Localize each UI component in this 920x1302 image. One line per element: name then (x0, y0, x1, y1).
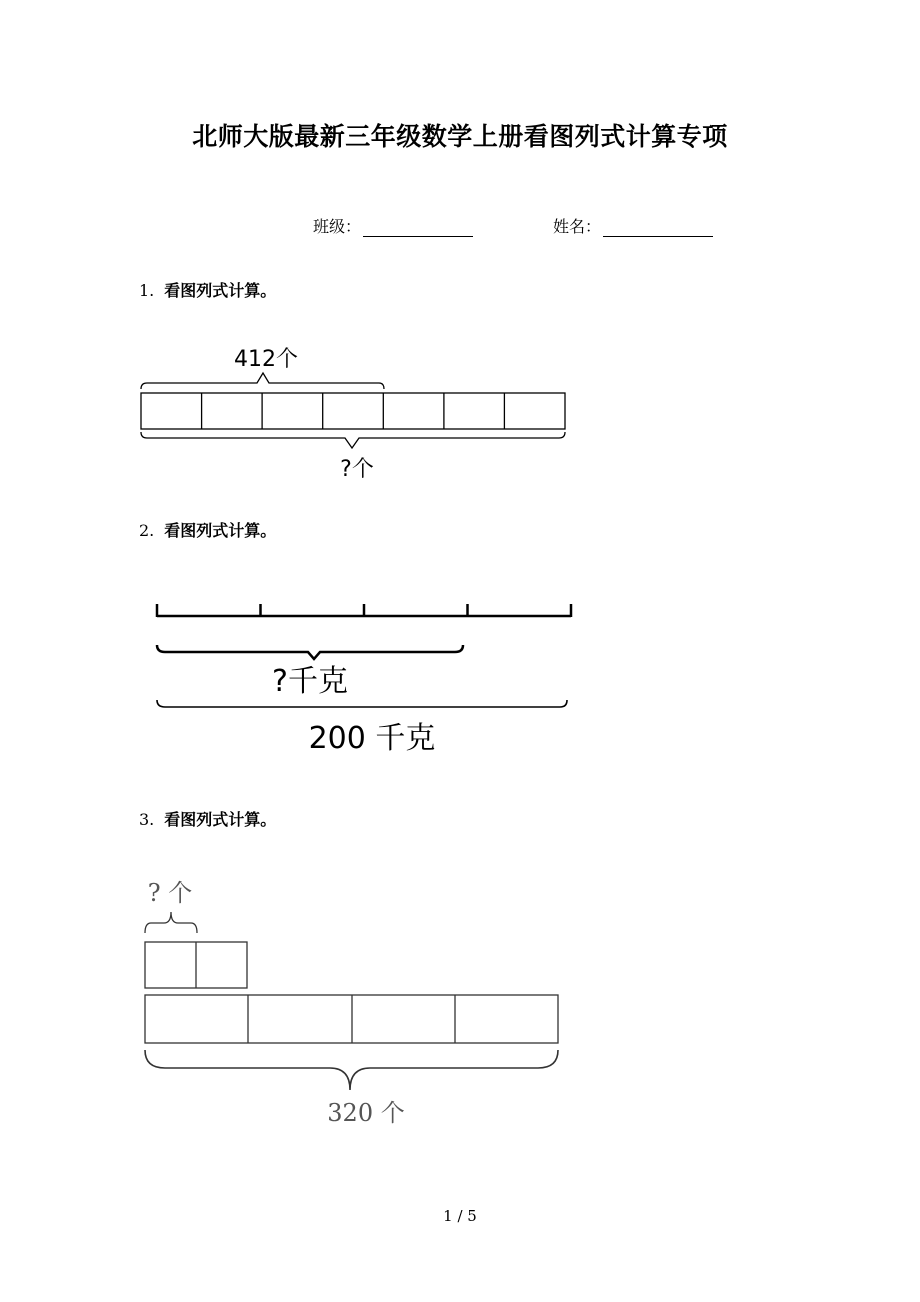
diagram-3-top-brace (145, 912, 197, 933)
diagram-1-box-row (141, 393, 565, 429)
question-instruction: 看图列式计算。 (164, 281, 277, 300)
question-instruction: 看图列式计算。 (164, 810, 277, 829)
diagram-3-top-label: ? 个 (147, 879, 193, 907)
name-label: 姓名： (553, 217, 602, 236)
diagram-1-top-label: 412个 (234, 347, 298, 372)
question-number: 2. (139, 521, 155, 540)
question-instruction: 看图列式计算。 (164, 521, 277, 540)
diagram-1-bottom-brace (141, 432, 565, 448)
diagram-1-top-brace (141, 373, 384, 389)
diagram-3-bottom-label: 320 个 (327, 1099, 405, 1127)
diagram-1 (141, 347, 565, 482)
diagram-2-mid-label: ?千克 (272, 664, 348, 699)
page-number: 1 / 5 (443, 1207, 477, 1225)
diagram-3-bottom-brace (145, 1050, 558, 1090)
page-title: 北师大版最新三年级数学上册看图列式计算专项 (192, 122, 728, 151)
diagram-2-mid-brace (157, 645, 463, 659)
question-number: 3. (139, 810, 155, 829)
diagram-2 (157, 604, 571, 756)
diagram-1-bottom-label: ?个 (340, 457, 374, 482)
class-label: 班级： (313, 217, 362, 236)
diagram-2-bottom-label: 200 千克 (308, 721, 436, 756)
diagram-3 (145, 879, 558, 1127)
question-number: 1. (139, 281, 155, 300)
diagram-2-bottom-brace (157, 700, 567, 707)
